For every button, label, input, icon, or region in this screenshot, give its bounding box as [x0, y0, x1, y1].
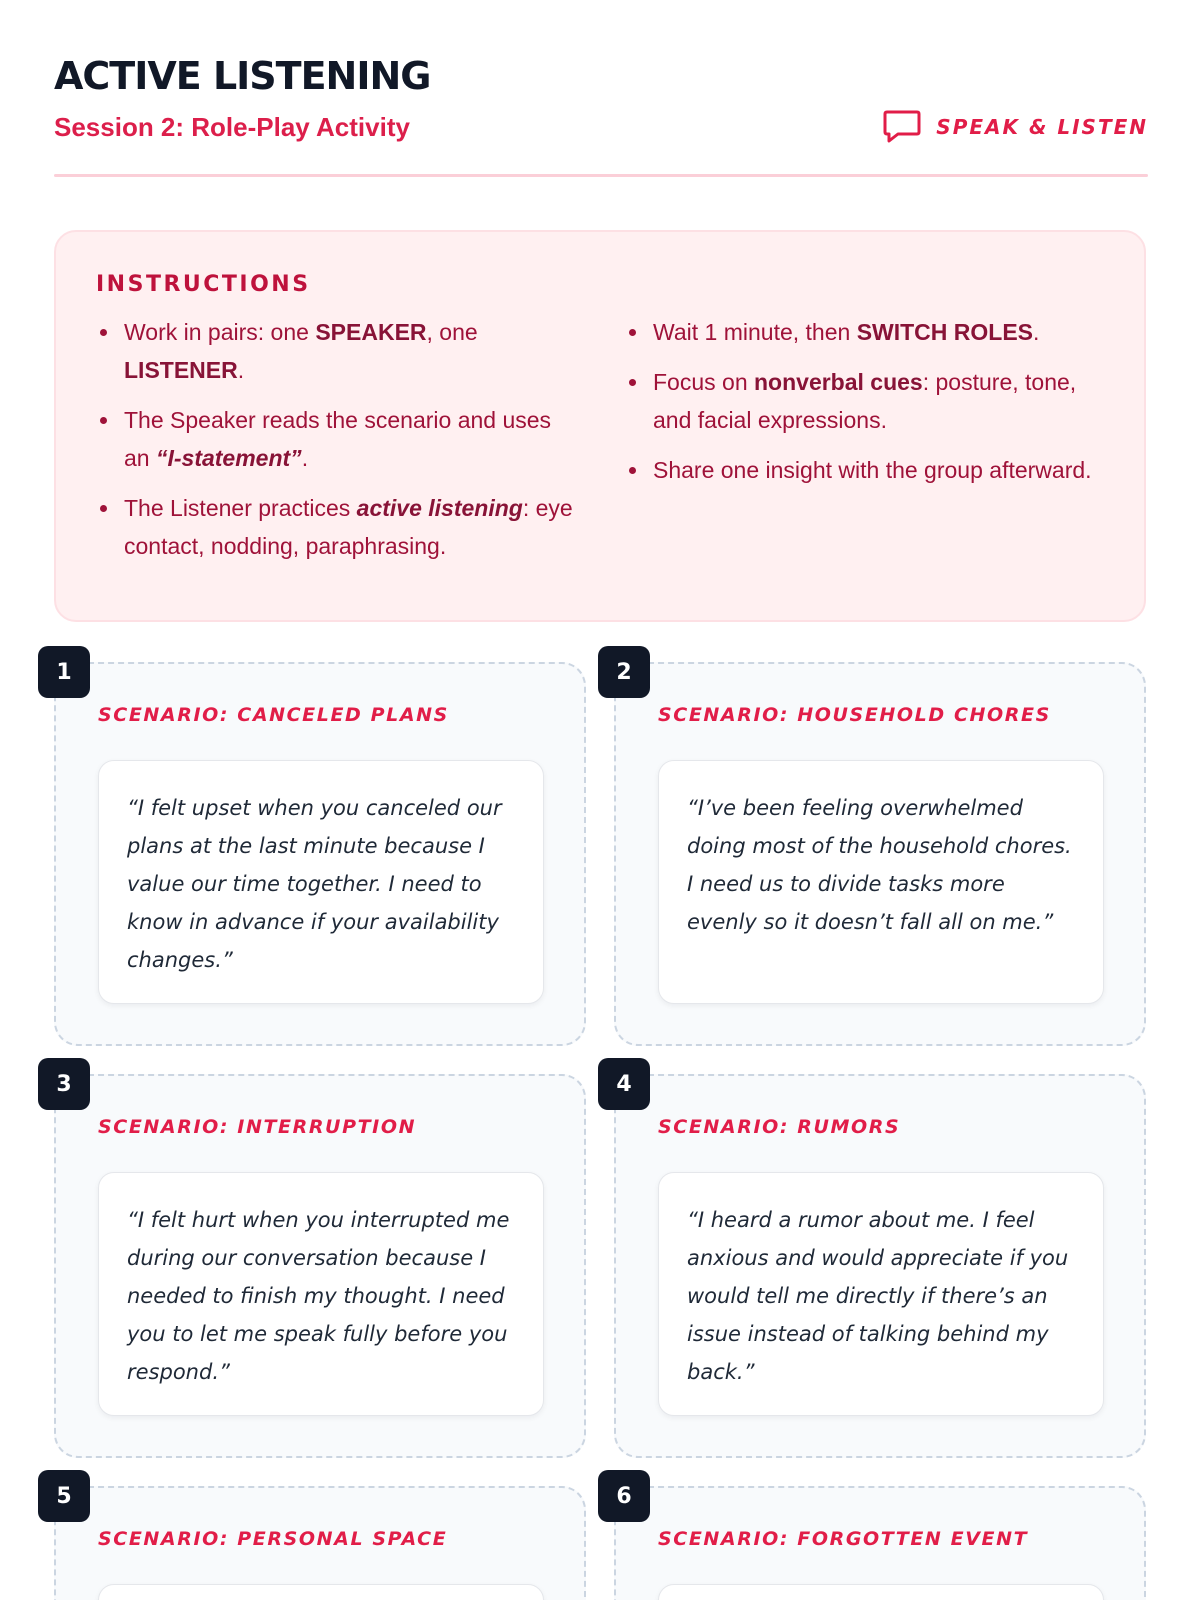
scenario-quote-box [98, 760, 544, 1004]
scenario-quote: “I heard a rumor about me. I feel anxious and would appreciate if you would tell me directly if there’s an issue instead of talking behind my back.” [687, 1208, 1069, 1384]
header-divider [54, 174, 1148, 177]
scenario-quote-box [98, 1172, 544, 1416]
scenario-card [614, 659, 1146, 1046]
instructions-panel [54, 230, 1146, 622]
scenario-quote: “I felt upset when you canceled our plans at the last minute because I value our time together. I need to know in advance if your availability changes.” [127, 796, 502, 972]
scenario-label: SCENARIO: RUMORS [658, 1116, 901, 1138]
instructions-list-left [96, 313, 575, 577]
scenario-card [54, 1071, 586, 1458]
scenario-quote: “I felt hurt when you interrupted me during our conversation because I needed to finish my thought. I need you to let me speak fully before you respond.” [127, 1208, 510, 1384]
scenario-quote-box [658, 1172, 1104, 1416]
scenario-label: SCENARIO: FORGOTTEN EVENT [658, 1528, 1029, 1550]
scenario-quote: “I’ve been feeling overwhelmed doing most of the household chores. I need us to divide tasks more evenly so it doesn’t fall all on me.” [687, 796, 1072, 934]
scenario-label: SCENARIO: INTERRUPTION [98, 1116, 417, 1138]
instruction-item: Focus on nonverbal cues: posture, tone, and facial expressions. [653, 363, 1104, 439]
instruction-item: The Listener practices active listening: eye contact, nodding, paraphrasing. [124, 489, 575, 565]
scenario-label: SCENARIO: HOUSEHOLD CHORES [658, 704, 1051, 726]
scenario-quote-box [658, 760, 1104, 1004]
brand-label: SPEAK & LISTEN [936, 115, 1148, 139]
scenario-quote-box [98, 1584, 544, 1600]
instruction-item: The Speaker reads the scenario and uses an “I-statement”. [124, 401, 575, 477]
page-title: ACTIVE LISTENING [54, 54, 431, 98]
scenario-card [54, 1483, 586, 1600]
scenario-quote-box [658, 1584, 1104, 1600]
scenario-number-badge: 3 [38, 1058, 90, 1110]
scenario-card [54, 659, 586, 1046]
instruction-item: Work in pairs: one SPEAKER, one LISTENER. [124, 313, 575, 389]
scenario-number-badge: 4 [598, 1058, 650, 1110]
brand-tag [882, 108, 1148, 146]
page-subtitle: Session 2: Role-Play Activity [54, 112, 410, 142]
scenario-number-badge: 2 [598, 646, 650, 698]
scenario-number-badge: 5 [38, 1470, 90, 1522]
scenario-card [614, 1483, 1146, 1600]
speech-bubble-icon [882, 108, 922, 146]
scenario-number-badge: 6 [598, 1470, 650, 1522]
instruction-item: Share one insight with the group afterward. [653, 451, 1104, 489]
scenario-card [614, 1071, 1146, 1458]
instructions-list-right [625, 313, 1104, 577]
scenario-label: SCENARIO: CANCELED PLANS [98, 704, 449, 726]
scenario-label: SCENARIO: PERSONAL SPACE [98, 1528, 448, 1550]
instruction-item: Wait 1 minute, then SWITCH ROLES. [653, 313, 1104, 351]
scenario-number-badge: 1 [38, 646, 90, 698]
instructions-title: INSTRUCTIONS [96, 272, 311, 297]
